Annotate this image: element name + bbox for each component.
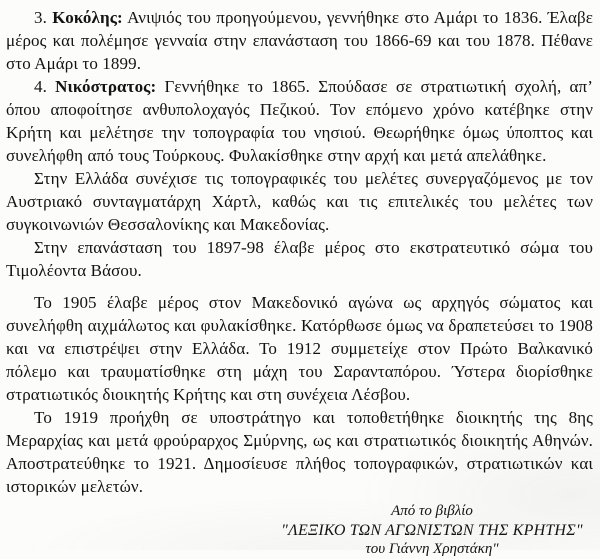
paragraph-text: Ανιψιός του προηγούμενου, γεννήθηκε στο Αμάρι το 1836. Έλαβε μέρος και πολέμησε γενναία στην επανάσταση του 1866-69 και του 1878. Πέθανε στο Αμάρι το 1899. (6, 8, 593, 73)
paragraph-text: Στην Ελλάδα συνέχισε τις τοπογραφικές του μελέτες συνεργαζόμενος με τον Αυστριακό συνταγματάρχη Χάρτλ, καθώς και τις επιτελικές του μελέτες των συγκοινωνιών Θεσσαλονίκης και Μακεδονίας. (6, 169, 593, 234)
entry-number: 3. (34, 8, 47, 27)
body-paragraph (6, 6, 593, 75)
paragraph-text: Το 1919 προήχθη σε υποστράτηγο και τοποθετήθηκε διοικητής της 8ης Μεραρχίας και μετά φρούραρχος Σμύρνης, ως και στρατιωτικός διοικητής Αθηνών. Αποστρατεύθηκε το 1921. Δημοσίευσε πλήθος τοπογραφικών, στρατιωτικών και ιστορικών μελετών. (6, 408, 593, 496)
body-paragraph (6, 75, 593, 167)
body-paragraph (6, 236, 593, 282)
attribution-source-label: Από το βιβλίο (391, 503, 473, 519)
entry-name: Κοκόλης: (52, 8, 123, 27)
attribution-block (6, 502, 593, 559)
body-paragraph (6, 406, 593, 498)
document-body (6, 6, 593, 498)
attribution-author: του Γιάννη Χρηστάκη" (365, 541, 499, 557)
paragraph-text: Στην επανάσταση του 1897-98 έλαβε μέρος στο εκστρατευτικό σώμα του Τιμολέοντα Βάσου. (6, 238, 593, 280)
paragraph-text: Γεννήθηκε το 1865. Σπούδασε σε στρατιωτική σχολή, απ’ όπου αποφοίτησε ανθυπολοχαγός Πεζικού. Τον επόμενο χρόνο κατέβηκε στην Κρήτη και μελέτησε την τοπογραφία του νησιού. Θεωρήθηκε όμως ύποπτος και συνελήφθη από τους Τούρκους. Φυλακίσθηκε στην αρχή και μετά απελάθηκε. (6, 77, 593, 165)
body-paragraph (6, 167, 593, 236)
paragraph-text: Το 1905 έλαβε μέρος στον Μακεδονικό αγώνα ως αρχηγός σώματος και συνελήφθη αιχμάλωτος και φυλακίσθηκε. Κατόρθωσε όμως να δραπετεύσει το 1908 και να επιστρέψει στην Ελλάδα. Το 1912 συμμετείχε στον Πρώτο Βαλκανικό πόλεμο και τραυματίσθηκε στη μάχη του Σαρανταπόρου. Ύστερα διορίσθηκε στρατιωτικός διοικητής Κρήτης και στη συνέχεια Λέσβου. (6, 293, 593, 404)
body-paragraph (6, 291, 593, 406)
attribution-book-title: "ΛΕΞΙΚΟ ΤΩΝ ΑΓΩΝΙΣΤΩΝ ΤΗΣ ΚΡΗΤΗΣ" (281, 522, 583, 539)
entry-name: Νικόστρατος: (55, 77, 157, 96)
entry-number: 4. (34, 77, 47, 96)
